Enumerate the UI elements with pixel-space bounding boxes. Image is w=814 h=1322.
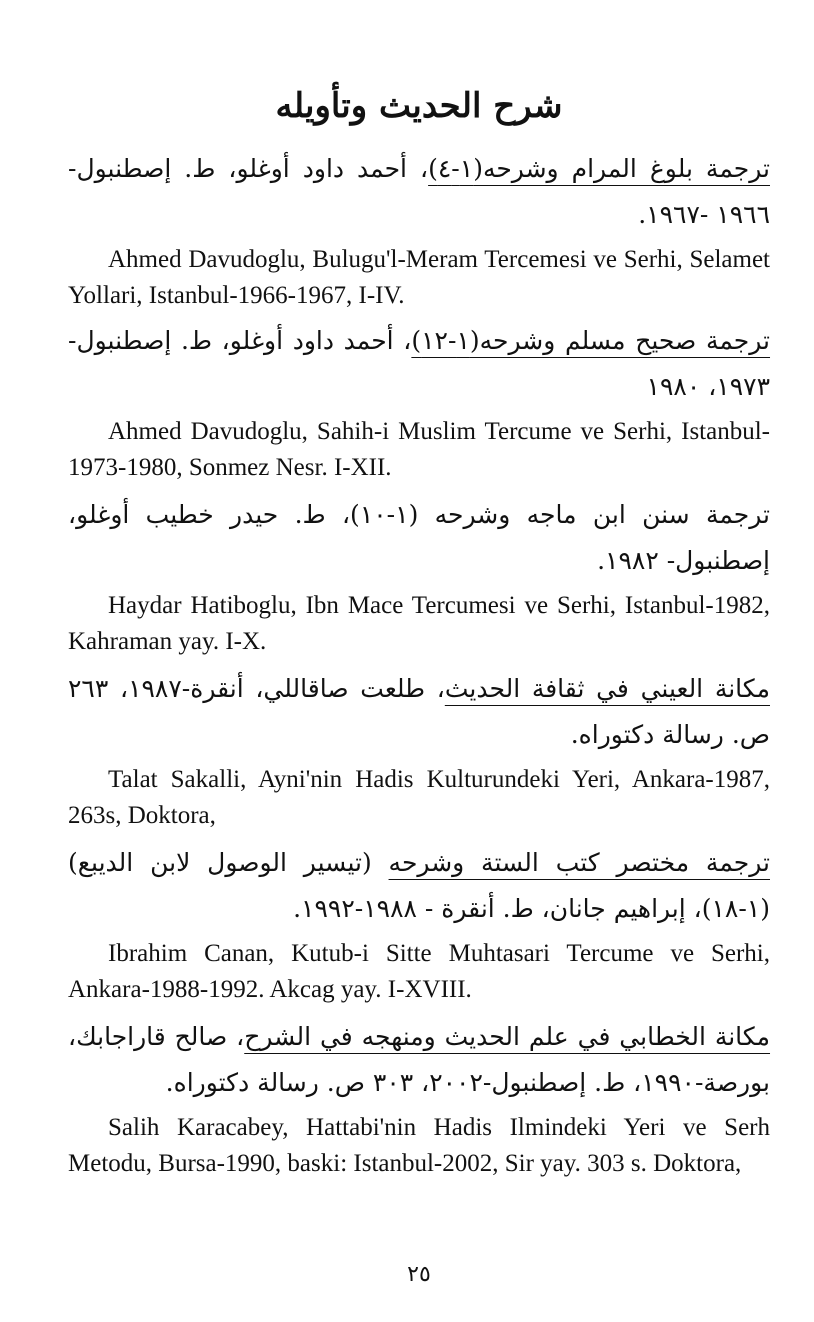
arabic-title-underlined: مكانة العيني في ثقافة الحديث	[444, 674, 770, 703]
document-page	[68, 0, 770, 1322]
bibliography-entry-5	[68, 840, 770, 1008]
latin-citation: Ahmed Davudoglu, Sahih-i Muslim Tercume ve Serhi, Istanbul-1973-1980, Sonmez Nesr. I-XII.	[68, 418, 770, 481]
arabic-title-underlined: مكانة الخطابي في علم الحديث ومنهجه في الشرح	[244, 1022, 771, 1051]
arabic-title-underlined: ترجمة مختصر كتب الستة وشرحه	[388, 848, 770, 877]
latin-citation: Haydar Hatiboglu, Ibn Mace Tercumesi ve Serhi, Istanbul-1982, Kahraman yay. I-X.	[68, 592, 770, 655]
bibliography-entry-1	[68, 146, 770, 314]
arabic-title-underlined: ترجمة بلوغ المرام وشرحه(١-٤)	[428, 154, 770, 183]
arabic-citation	[68, 492, 770, 584]
arabic-citation-rest: ، صالح قاراجابك، بورصة-١٩٩٠، ط. إصطنبول-٢٠٠٢، ٣٠٣ ص. رسالة دكتوراه.	[68, 1022, 770, 1097]
latin-citation: Ibrahim Canan, Kutub-i Sitte Muhtasari Tercume ve Serhi, Ankara-1988-1992. Akcag yay. I-XVIII.	[68, 940, 770, 1003]
page-title: شرح الحديث وتأويله	[275, 86, 563, 126]
latin-citation: Talat Sakalli, Ayni'nin Hadis Kulturundeki Yeri, Ankara-1987, 263s, Doktora,	[68, 766, 770, 829]
arabic-citation	[68, 1014, 770, 1106]
arabic-citation-rest: ، أحمد داود أوغلو، ط. إصطنبول- ١٩٦٦ -١٩٦٧.	[68, 154, 770, 229]
arabic-citation-rest: ، طلعت صاقاللي، أنقرة-١٩٨٧، ٢٦٣ ص. رسالة دكتوراه.	[68, 674, 770, 749]
page-number: ٢٥	[407, 1262, 431, 1287]
arabic-citation-rest: ترجمة سنن ابن ماجه وشرحه (١-١٠)، ط. حيدر خطيب أوغلو، إصطنبول- ١٩٨٢.	[68, 500, 771, 575]
bibliography-entry-6	[68, 1014, 770, 1182]
arabic-citation	[68, 146, 770, 238]
arabic-citation-rest: (تيسير الوصول لابن الديبع) (١-١٨)، إبراهيم جانان، ط. أنقرة - ١٩٨٨-١٩٩٢.	[68, 848, 770, 923]
latin-citation: Salih Karacabey, Hattabi'nin Hadis Ilmindeki Yeri ve Serh Metodu, Bursa-1990, baski: Istanbul-2002, Sir yay. 303 s. Doktora,	[68, 1114, 770, 1177]
arabic-citation	[68, 318, 770, 410]
bibliography-entry-4	[68, 666, 770, 834]
arabic-citation	[68, 666, 770, 758]
bibliography-entry-3	[68, 492, 770, 660]
arabic-citation	[68, 840, 770, 932]
latin-citation: Ahmed Davudoglu, Bulugu'l-Meram Tercemesi ve Serhi, Selamet Yollari, Istanbul-1966-1967, I-IV.	[68, 246, 770, 309]
bibliography-entry-2	[68, 318, 770, 486]
arabic-title-underlined: ترجمة صحيح مسلم وشرحه(١-١٢)	[411, 326, 771, 355]
arabic-citation-rest: ، أحمد داود أوغلو، ط. إصطنبول- ١٩٧٣، ١٩٨٠	[68, 326, 770, 401]
